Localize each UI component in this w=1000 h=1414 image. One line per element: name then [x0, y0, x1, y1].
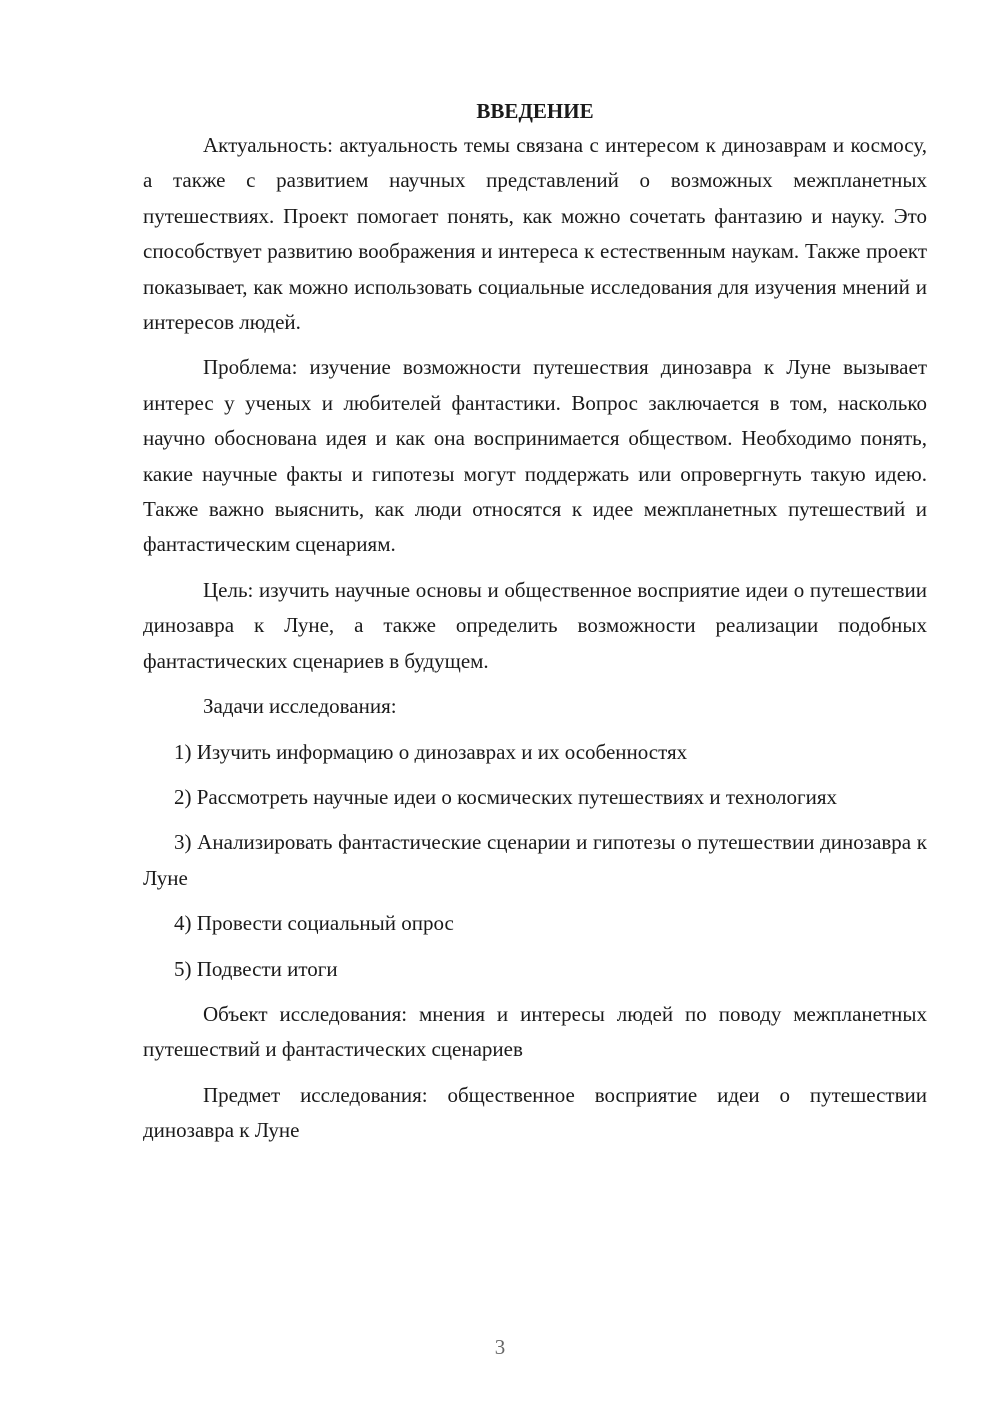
- task-item-2: 2) Рассмотреть научные идеи о космических путешествиях и технологиях: [174, 784, 838, 809]
- paragraph-problem: Проблема: изучение возможности путешествия динозавра к Луне вызывает интерес у ученых и любителей фантастики. Вопрос заключается в том, насколько научно обоснована идея и как она воспринимается обществом. Необходимо понять, какие научные факты и гипотезы могут поддержать или опровергнуть такую идею. Также важно выяснить, как люди относятся к идее межпланетных путешествий и фантастическим сценариям.: [143, 355, 927, 557]
- tasks-heading: Задачи исследования:: [203, 694, 397, 719]
- task-item-5: 5) Подвести итоги: [174, 956, 338, 981]
- paragraph-goal: Цель: изучить научные основы и общественное восприятие идеи о путешествии динозавра к Луне, а также определить возможности реализации подобных фантастических сценариев в будущем.: [143, 577, 927, 673]
- task-item-3: 3) Анализировать фантастические сценарии и гипотезы о путешествии динозавра к Луне: [143, 830, 927, 890]
- paragraph-subject: Предмет исследования: общественное восприятие идеи о путешествии динозавра к Луне: [143, 1082, 927, 1143]
- paragraph-object: Объект исследования: мнения и интересы людей по поводу межпланетных путешествий и фантастических сценариев: [143, 1001, 927, 1062]
- page-number: 3: [494, 1335, 506, 1359]
- paragraph-relevance: Актуальность: актуальность темы связана с интересом к динозаврам и космосу, а также с развитием научных представлений о возможных межпланетных путешествиях. Проект помогает понять, как можно сочетать фантазию и науку. Это способствует развитию воображения и интереса к естественным наукам. Также проект показывает, как можно использовать социальные исследования для изучения мнений и интересов людей.: [143, 133, 927, 335]
- section-title: ВВЕДЕНИЕ: [476, 99, 594, 123]
- document-page: [143, 96, 927, 1159]
- task-item-4: 4) Провести социальный опрос: [174, 911, 454, 936]
- task-item-1: 1) Изучить информацию о динозаврах и их особенностях: [174, 739, 688, 764]
